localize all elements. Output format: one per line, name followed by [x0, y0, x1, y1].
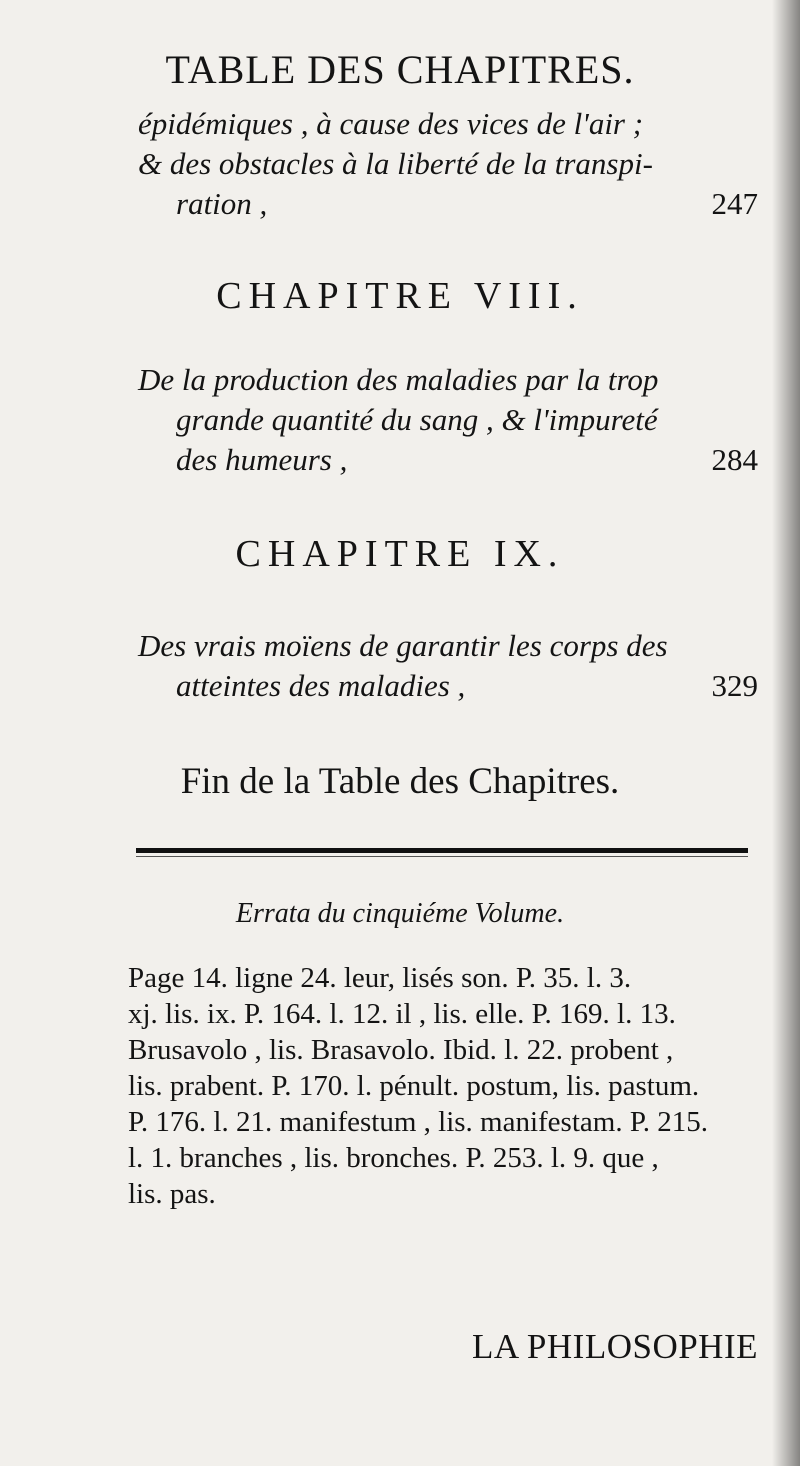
errata-line: P. 176. l. 21. manifestum , lis. manifestam. P. 215.: [128, 1106, 708, 1138]
errata-line: Page 14. ligne 24. leur, lisés son. P. 35. l. 3.: [128, 962, 632, 994]
errata-line: l. 1. branches , lis. bronches. P. 253. l. 9. que ,: [128, 1142, 659, 1174]
errata-line: xj. lis. ix. P. 164. l. 12. il , lis. elle. P. 169. l. 13.: [128, 998, 676, 1030]
entry-line: Des vrais moïens de garantir les corps des: [138, 628, 668, 663]
errata-title: Errata du cinquiéme Volume.: [235, 898, 565, 929]
errata-line: lis. pas.: [128, 1178, 216, 1210]
entry-text: ration ,: [176, 186, 268, 221]
entry-last-line: [138, 184, 758, 224]
page-number: 284: [711, 442, 758, 477]
catchword: LA PHILOSOPHIE: [471, 1327, 758, 1366]
end-of-table-note: Fin de la Table des Chapitres.: [180, 761, 620, 802]
errata-text: [128, 960, 760, 1212]
entry-line: épidémiques , à cause des vices de l'air ;: [138, 106, 644, 141]
chapter-ix-heading: CHAPITRE IX.: [235, 533, 565, 575]
entry-last-line: [138, 666, 758, 706]
entry-line: De la production des maladies par la trop: [138, 362, 659, 397]
section-rule: [136, 848, 748, 853]
page-number: 329: [711, 668, 758, 703]
page-number: 247: [711, 186, 758, 221]
entry-text: des humeurs ,: [176, 442, 348, 477]
entry-line: grande quantité du sang , & l'impureté: [176, 402, 658, 437]
entry-line: & des obstacles à la liberté de la transpi-: [138, 146, 653, 181]
errata-line: lis. prabent. P. 170. l. pénult. postum, lis. pastum.: [128, 1070, 700, 1102]
errata-line: Brusavolo , lis. Brasavolo. Ibid. l. 22. probent ,: [128, 1034, 674, 1066]
chapter-viii-entry: [138, 360, 758, 480]
running-head: TABLE DES CHAPITRES.: [165, 47, 635, 92]
chapter-viii-heading: CHAPITRE VIII.: [216, 275, 584, 317]
chapter-ix-entry: [138, 626, 758, 706]
section-rule-thin: [136, 856, 748, 857]
entry-last-line: [138, 440, 758, 480]
chapter-vii-entry: [138, 104, 758, 224]
entry-text: atteintes des maladies ,: [176, 668, 466, 703]
